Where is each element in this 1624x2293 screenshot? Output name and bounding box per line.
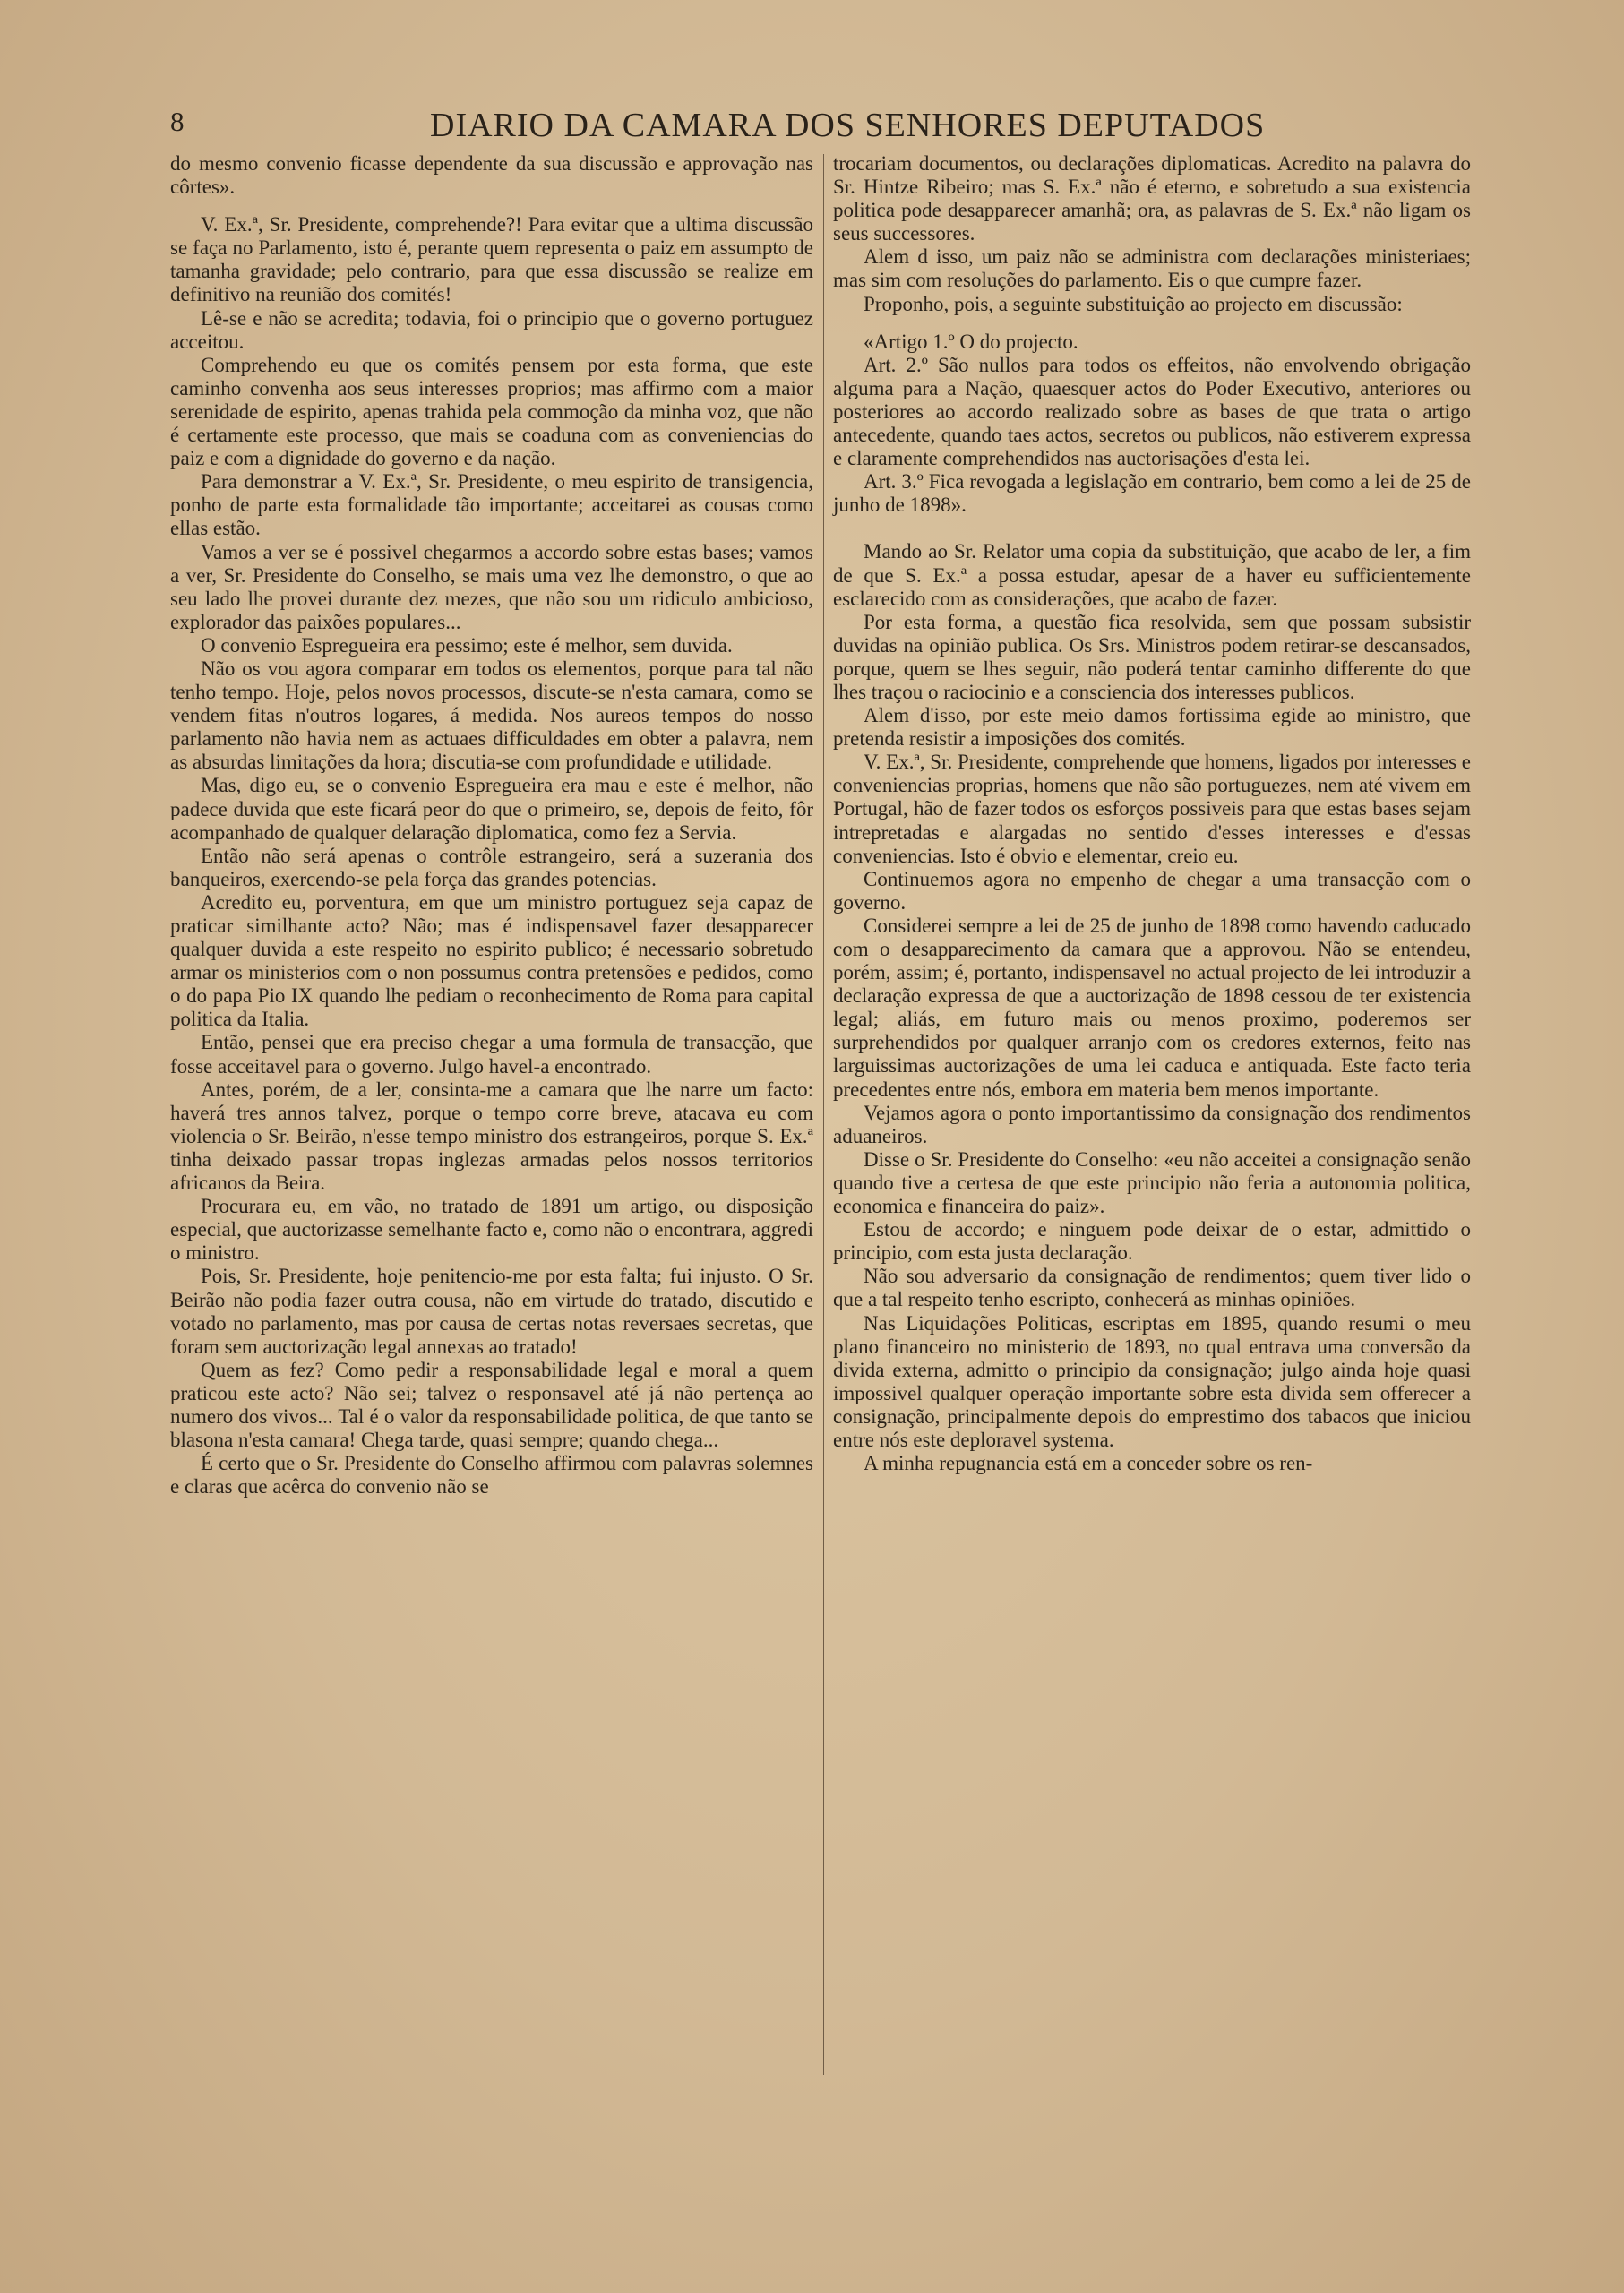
paragraph: Alem d'isso, por este meio damos fortissima egide ao ministro, que pretenda resistir a imposições dos comités. (833, 704, 1471, 751)
paragraph: Antes, porém, de a ler, consinta-me a camara que lhe narre um facto: haverá tres annos talvez, porque o tempo corre breve, atacava eu com violencia o Sr. Beirão, n'esse tempo ministro dos estrangeiros, porque S. Ex.ª tinha deixado passar tropas inglezas armadas pelos nossos territorios africanos da Beira. (170, 1078, 813, 1195)
paragraph: Por esta forma, a questão fica resolvida, sem que possam subsistir duvidas na opinião publica. Os Srs. Ministros podem retirar-se descansados, porque, quem se lhes seguir, não poderá tentar caminho differente do que lhes traçou o raciocinio e a consciencia dos interesses publicos. (833, 610, 1471, 703)
paragraph: Então, pensei que era preciso chegar a uma formula de transacção, que fosse acceitavel para o governo. Julgo havel-a encontrado. (170, 1031, 813, 1078)
paragraph: É certo que o Sr. Presidente do Conselho affirmou com palavras solemnes e claras que acêrca do convenio não se (170, 1452, 813, 1499)
paragraph: Não os vou agora comparar em todos os elementos, porque para tal não tenho tempo. Hoje, pelos novos processos, discute-se n'esta camara, como se vendem fitas n'outros logares, á medida. Nos aureos tempos do nosso parlamento não havia nem as actuaes difficuldades em obter a palavra, nem as absurdas limitações da hora; discutia-se com profundidade e utilidade. (170, 657, 813, 774)
paragraph: Nas Liquidações Politicas, escriptas em 1895, quando resumi o meu plano financeiro no ministerio de 1893, no qual entrava uma conversão da divida externa, admitto o principio da consignação; julgo ainda hoje quasi impossivel qualquer operação importante sobre esta divida sem offerecer a consignação, principalmente depois do emprestimo dos tabacos que iniciou entre nós este deploravel systema. (833, 1311, 1471, 1451)
paragraph: Estou de accordo; e ninguem pode deixar de o estar, admittido o principio, com esta justa declaração. (833, 1218, 1471, 1265)
paragraph: Proponho, pois, a seguinte substituição ao projecto em discussão: (864, 292, 1403, 315)
paragraph: Comprehendo eu que os comités pensem por esta forma, que este caminho convenha aos seus interesses proprios; mas affirmo com a maior serenidade de espirito, apenas trahida pela commoção da minha voz, que não é certamente este processo, que mais se coaduna com as conveniencias do paiz e com a dignidade do governo e da nação. (170, 353, 813, 470)
paragraph: do mesmo convenio ficasse dependente da sua discussão e approvação nas côrtes». (170, 152, 813, 199)
paragraph: Acredito eu, porventura, em que um ministro portuguez seja capaz de praticar similhante acto? Não; mas é indispensavel fazer desapparecer qualquer duvida a este respeito no espirito publico; é necessario sobretudo armar os ministerios com o non possumus contra pretensões e pedidos, como o do papa Pio IX quando lhe pediam o reconhecimento de Roma para capital politica da Italia. (170, 890, 813, 1031)
paragraph: Continuemos agora no empenho de chegar a uma transacção com o governo. (833, 867, 1471, 914)
paragraph: O convenio Espregueira era pessimo; este é melhor, sem duvida. (201, 633, 733, 657)
paragraph: Mas, digo eu, se o convenio Espregueira era mau e este é melhor, não padece duvida que este ficará peor do que o primeiro, se, depois de feito, fôr acompanhado de qualquer delaração diplomatica, como fez a Servia. (170, 774, 813, 844)
paragraph: Pois, Sr. Presidente, hoje penitencio-me por esta falta; fui injusto. O Sr. Beirão não podia fazer outra cousa, não em virtude do tratado, discutido e votado no parlamento, mas por causa de certas notas reversaes secretas, que foram sem auctorização legal annexas ao tratado! (170, 1265, 813, 1358)
paragraph: V. Ex.ª, Sr. Presidente, comprehende?! Para evitar que a ultima discussão se faça no Parlamento, isto é, perante quem representa o paiz em assumpto de tamanha gravidade; pelo contrario, para que essa discussão se realize em definitivo na reunião dos comités! (170, 213, 813, 306)
paragraph: V. Ex.ª, Sr. Presidente, comprehende que homens, ligados por interesses e conveniencias proprias, homens que não são portuguezes, nem até vivem em Portugal, hão de fazer todos os esforços possiveis para que estas bases sejam intrepretadas e alargadas no sentido d'esses interesses e d'essas conveniencias. Isto é obvio e elementar, creio eu. (833, 751, 1471, 867)
column-divider (823, 154, 824, 2075)
paragraph: Alem d isso, um paiz não se administra com declarações ministeriaes; mas sim com resoluções do parlamento. Eis o que cumpre fazer. (833, 245, 1471, 292)
left-column (170, 152, 813, 1499)
paragraph: Considerei sempre a lei de 25 de junho de 1898 como havendo caducado com o desapparecimento da camara que a approvou. Não se entendeu, porém, assim; é, portanto, indispensavel no actual projecto de lei introduzir a declaração expressa de que a auctorização de 1898 cessou de ter existencia legal; aliás, em futuro mais ou menos proximo, poderemos ser surprehendidos por qualquer arranjo com os credores externos, feito nas larguissimas auctorizações de uma lei caduca e antiquada. Este facto teria precedentes entre nós, embora em materia bem menos importante. (833, 914, 1471, 1101)
amendment-article: «Artigo 1.º O do projecto. (864, 330, 1078, 353)
paragraph: Quem as fez? Como pedir a responsabilidade legal e moral a quem praticou este acto? Não sei; talvez o responsavel até já não pertença ao numero dos vivos... Tal é o valor da responsabilidade politica, de que tanto se blasona n'esta camara! Chega tarde, quasi sempre; quando chega... (170, 1358, 813, 1452)
amendment-article: Art. 2.º São nullos para todos os effeitos, não envolvendo obrigação alguma para a Nação, quaesquer actos do Poder Executivo, anteriores ou posteriores ao accordo realizado sobre as bases de que trata o artigo antecedente, quando taes actos, secretos ou publicos, não estiverem expressa e claramente comprehendidos nas auctorisações d'esta lei. (833, 353, 1471, 470)
paragraph: Disse o Sr. Presidente do Conselho: «eu não acceitei a consignação senão quando tive a certesa de que este principio não feria a autonomia politica, economica e financeira do paiz». (833, 1147, 1471, 1218)
paragraph: Vamos a ver se é possivel chegarmos a accordo sobre estas bases; vamos a ver, Sr. Presidente do Conselho, se mais uma vez lhe demonstro, o que ao seu lado lhe provei durante dez mezes, que não sou um ridiculo ambicioso, explorador das paixões populares... (170, 540, 813, 633)
paragraph: Vejamos agora o ponto importantissimo da consignação dos rendimentos aduaneiros. (833, 1101, 1471, 1147)
paragraph: Não sou adversario da consignação de rendimentos; quem tiver lido o que a tal respeito tenho escripto, conhecerá as minhas opiniões. (833, 1265, 1471, 1311)
running-title: DIARIO DA CAMARA DOS SENHORES DEPUTADOS (430, 107, 1266, 144)
page-number: 8 (170, 106, 185, 137)
paragraph: Para demonstrar a V. Ex.ª, Sr. Presidente, o meu espirito de transigencia, ponho de parte esta formalidade tão importante; acceitarei as cousas como ellas estão. (170, 470, 813, 540)
page-header (170, 106, 1478, 159)
right-column (833, 152, 1471, 1475)
paragraph: trocariam documentos, ou declarações diplomaticas. Acredito na palavra do Sr. Hintze Ribeiro; mas S. Ex.ª não é eterno, e sobretudo a sua existencia politica pode desapparecer amanhã; ora, as palavras de S. Ex.ª não ligam os seus successores. (833, 152, 1471, 245)
paragraph: Procurara eu, em vão, no tratado de 1891 um artigo, ou disposição especial, que auctorizasse semelhante facto e, como não o encontrara, aggredi o ministro. (170, 1195, 813, 1265)
paragraph: Mando ao Sr. Relator uma copia da substituição, que acabo de ler, a fim de que S. Ex.ª a possa estudar, apesar de a haver eu sufficientemente esclarecido com as considerações, que acabo de fazer. (833, 540, 1471, 610)
amendment-article: Art. 3.º Fica revogada a legislação em contrario, bem como a lei de 25 de junho de 1898». (833, 470, 1471, 517)
paragraph: A minha repugnancia está em a conceder sobre os ren- (864, 1452, 1313, 1475)
paragraph: Lê-se e não se acredita; todavia, foi o principio que o governo portuguez acceitou. (170, 306, 813, 353)
paragraph: Então não será apenas o contrôle estrangeiro, será a suzerania dos banqueiros, exercendo-se pela força das grandes potencias. (170, 844, 813, 890)
